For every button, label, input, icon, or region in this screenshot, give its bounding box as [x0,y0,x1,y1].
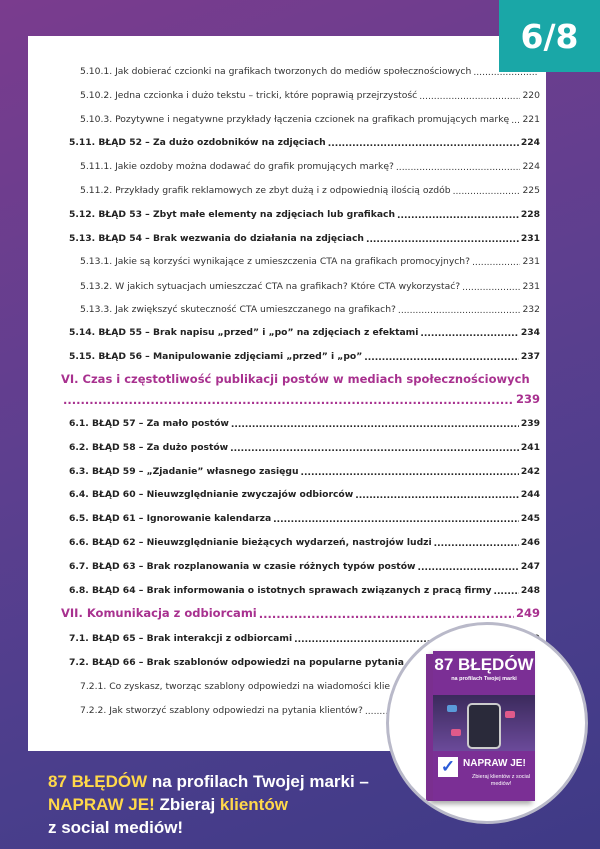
chapter-page-row [61,392,540,406]
toc-section-row[interactable] [69,561,540,572]
toc-page-number: 221 [522,114,540,125]
toc-page-number: 231 [522,281,540,292]
book-subtitle: na profilach Twojej marki [451,676,517,682]
toc-page-number: 220 [522,90,540,101]
toc-section-row[interactable] [69,351,540,362]
toc-entry-title: 5.12. BŁĄD 53 – Zbyt małe elementy na zdjęciach lub grafikach [69,209,396,220]
phone-icon [467,703,501,749]
toc-page-number: 248 [520,585,540,596]
toc-section-row[interactable] [69,585,540,596]
toc-section-row[interactable] [69,209,540,220]
toc-page-number: 237 [520,351,540,362]
toc-dot-leader [230,444,519,453]
toc-section-row[interactable] [69,513,540,524]
heart-icon [505,711,515,718]
toc-subsection-row[interactable] [80,304,540,315]
promo-line1: na profilach Twojej marki – [147,772,369,791]
toc-dot-leader [398,306,521,315]
toc-entry-title: 5.10.3. Pozytywne i negatywne przykłady łączenia czcionek na grafikach promujących markę [80,114,510,125]
toc-page-number: 249 [515,606,540,620]
toc-page-number: 239 [515,392,540,406]
page-counter-badge: 6/8 [499,0,600,72]
book-fix-subtitle: Zbieraj klientów z social mediów! [471,774,531,787]
toc-section-row[interactable] [69,327,540,338]
toc-page-number: 231 [522,256,540,267]
toc-page-number: 246 [520,537,540,548]
toc-entry-title: 5.14. BŁĄD 55 – Brak napisu „przed” i „po” na zdjęciach z efektami [69,327,419,338]
toc-dot-leader [419,92,520,101]
toc-page-number: 228 [520,209,540,220]
book-cover-circle [386,622,588,824]
promo-highlight: 87 BŁĘDÓW [48,772,148,791]
toc-entry-title: 7.2.1. Co zyskasz, tworząc szablony odpowiedzi na wiadomości klie [80,681,391,692]
book-bottom [433,751,535,801]
toc-entry-title: 6.5. BŁĄD 61 – Ignorowanie kalendarza [69,513,272,524]
toc-dot-leader [328,139,519,148]
toc-page-number: 241 [520,442,540,453]
toc-dot-leader [63,395,514,407]
toc-page-number: 232 [522,304,540,315]
chapter-title: VII. Komunikacja z odbiorcami [61,606,257,620]
toc-page-number: 231 [520,233,540,244]
toc-entry-title: 6.3. BŁĄD 59 – „Zjadanie” własnego zasięgu [69,466,299,477]
toc-section-row[interactable] [69,466,540,477]
toc-page-number: 234 [520,327,540,338]
toc-section-row[interactable] [69,489,540,500]
chapter-heading[interactable]: VI. Czas i częstotliwość publikacji postów w mediach społecznościowych [61,372,530,386]
toc-dot-leader [396,163,521,172]
toc-dot-leader [301,468,519,477]
toc-page-number: 239 [520,418,540,429]
toc-entry-title: 6.4. BŁĄD 60 – Nieuwzględnianie zwyczajów odbiorców [69,489,354,500]
toc-section-row[interactable] [69,418,540,429]
toc-dot-leader [273,515,519,524]
toc-page-number: 225 [522,185,540,196]
toc-dot-leader [418,563,519,572]
toc-dot-leader [472,258,520,267]
toc-entry-title: 7.2. BŁĄD 66 – Brak szablonów odpowiedzi na popularne pytania [69,657,404,668]
toc-dot-leader [493,587,518,596]
toc-entry-title: 5.11.2. Przykłady grafik reklamowych ze zbyt dużą i z odpowiednią ilością ozdób [80,185,451,196]
toc-subsection-row[interactable] [80,66,540,77]
toc-dot-leader [397,211,519,220]
promo-line2: Zbieraj [154,795,220,814]
toc-entry-title: 6.7. BŁĄD 63 – Brak rozplanowania w czasie różnych typów postów [69,561,416,572]
toc-entry-title: 5.13. BŁĄD 54 – Brak wezwania do działania na zdjęciach [69,233,364,244]
toc-dot-leader [511,116,520,125]
promo-clients: klientów [219,795,288,814]
toc-dot-leader [434,539,519,548]
toc-entry-title: 5.11. BŁĄD 52 – Za dużo ozdobników na zdjęciach [69,137,326,148]
like-icon [447,705,457,712]
toc-dot-leader [462,283,520,292]
book-fix-title: NAPRAW JE! [463,758,526,769]
toc-dot-leader [420,329,518,338]
toc-dot-leader [366,235,519,244]
toc-page-number: 247 [520,561,540,572]
toc-entry-title: 6.6. BŁĄD 62 – Nieuwzględnianie bieżących wydarzeń, nastrojów ludzi [69,537,432,548]
toc-page-number: 244 [520,489,540,500]
toc-page-number: 224 [522,161,540,172]
toc-section-row[interactable] [69,137,540,148]
book-photo [433,695,535,751]
toc-subsection-row[interactable] [80,185,540,196]
toc-page-number: 242 [520,466,540,477]
toc-subsection-row[interactable] [80,114,540,125]
promo-text [48,770,378,839]
checkmark-icon: ✓ [438,757,458,777]
toc-dot-leader [364,353,519,362]
toc-section-row[interactable] [69,537,540,548]
toc-entry-title: 5.15. BŁĄD 56 – Manipulowanie zdjęciami „przed” i „po” [69,351,363,362]
book-spine [426,654,433,801]
toc-section-row[interactable] [69,442,540,453]
toc-entry-title: 6.8. BŁĄD 64 – Brak informowania o istotnych sprawach związanych z pracą firmy [69,585,492,596]
toc-entry-title: 5.10.2. Jedna czcionka i dużo tekstu – tricki, które poprawią przejrzystość [80,90,418,101]
toc-dot-leader [355,491,519,500]
toc-dot-leader [231,420,519,429]
book-cover [433,651,535,801]
toc-entry-title: 7.1. BŁĄD 65 – Brak interakcji z odbiorcami [69,633,293,644]
toc-subsection-row[interactable] [80,161,540,172]
toc-section-row[interactable] [69,233,540,244]
toc-entry-title: 5.13.3. Jak zwiększyć skuteczność CTA umieszczanego na grafikach? [80,304,396,315]
toc-subsection-row[interactable] [80,256,540,267]
toc-entry-title: 5.13.2. W jakich sytuacjach umieszczać CTA na grafikach? Które CTA wykorzystać? [80,281,461,292]
chapter-heading[interactable] [61,606,540,620]
toc-entry-title: 7.2.2. Jak stworzyć szablony odpowiedzi na pytania klientów? [80,705,363,716]
toc-subsection-row[interactable] [80,281,540,292]
book-number: 87 BŁĘDÓW [434,655,534,674]
toc-dot-leader [259,609,514,621]
toc-page-number: 224 [520,137,540,148]
toc-entry-title: 5.11.1. Jakie ozdoby można dodawać do grafik promujących markę? [80,161,394,172]
toc-entry-title: 5.13.1. Jakie są korzyści wynikające z umieszczenia CTA na grafikach promocyjnych? [80,256,471,267]
heart-icon [451,729,461,736]
book-top [433,651,535,695]
toc-dot-leader [453,187,521,196]
toc-entry-title: 6.2. BŁĄD 58 – Za dużo postów [69,442,229,453]
promo-fix: NAPRAW JE! [48,795,155,814]
toc-subsection-row[interactable] [80,90,540,101]
toc-entry-title: 6.1. BŁĄD 57 – Za mało postów [69,418,229,429]
promo-line3: z social mediów! [48,818,184,837]
toc-page-number: 245 [520,513,540,524]
toc-entry-title: 5.10.1. Jak dobierać czcionki na grafikach tworzonych do mediów społecznościowych [80,66,472,77]
